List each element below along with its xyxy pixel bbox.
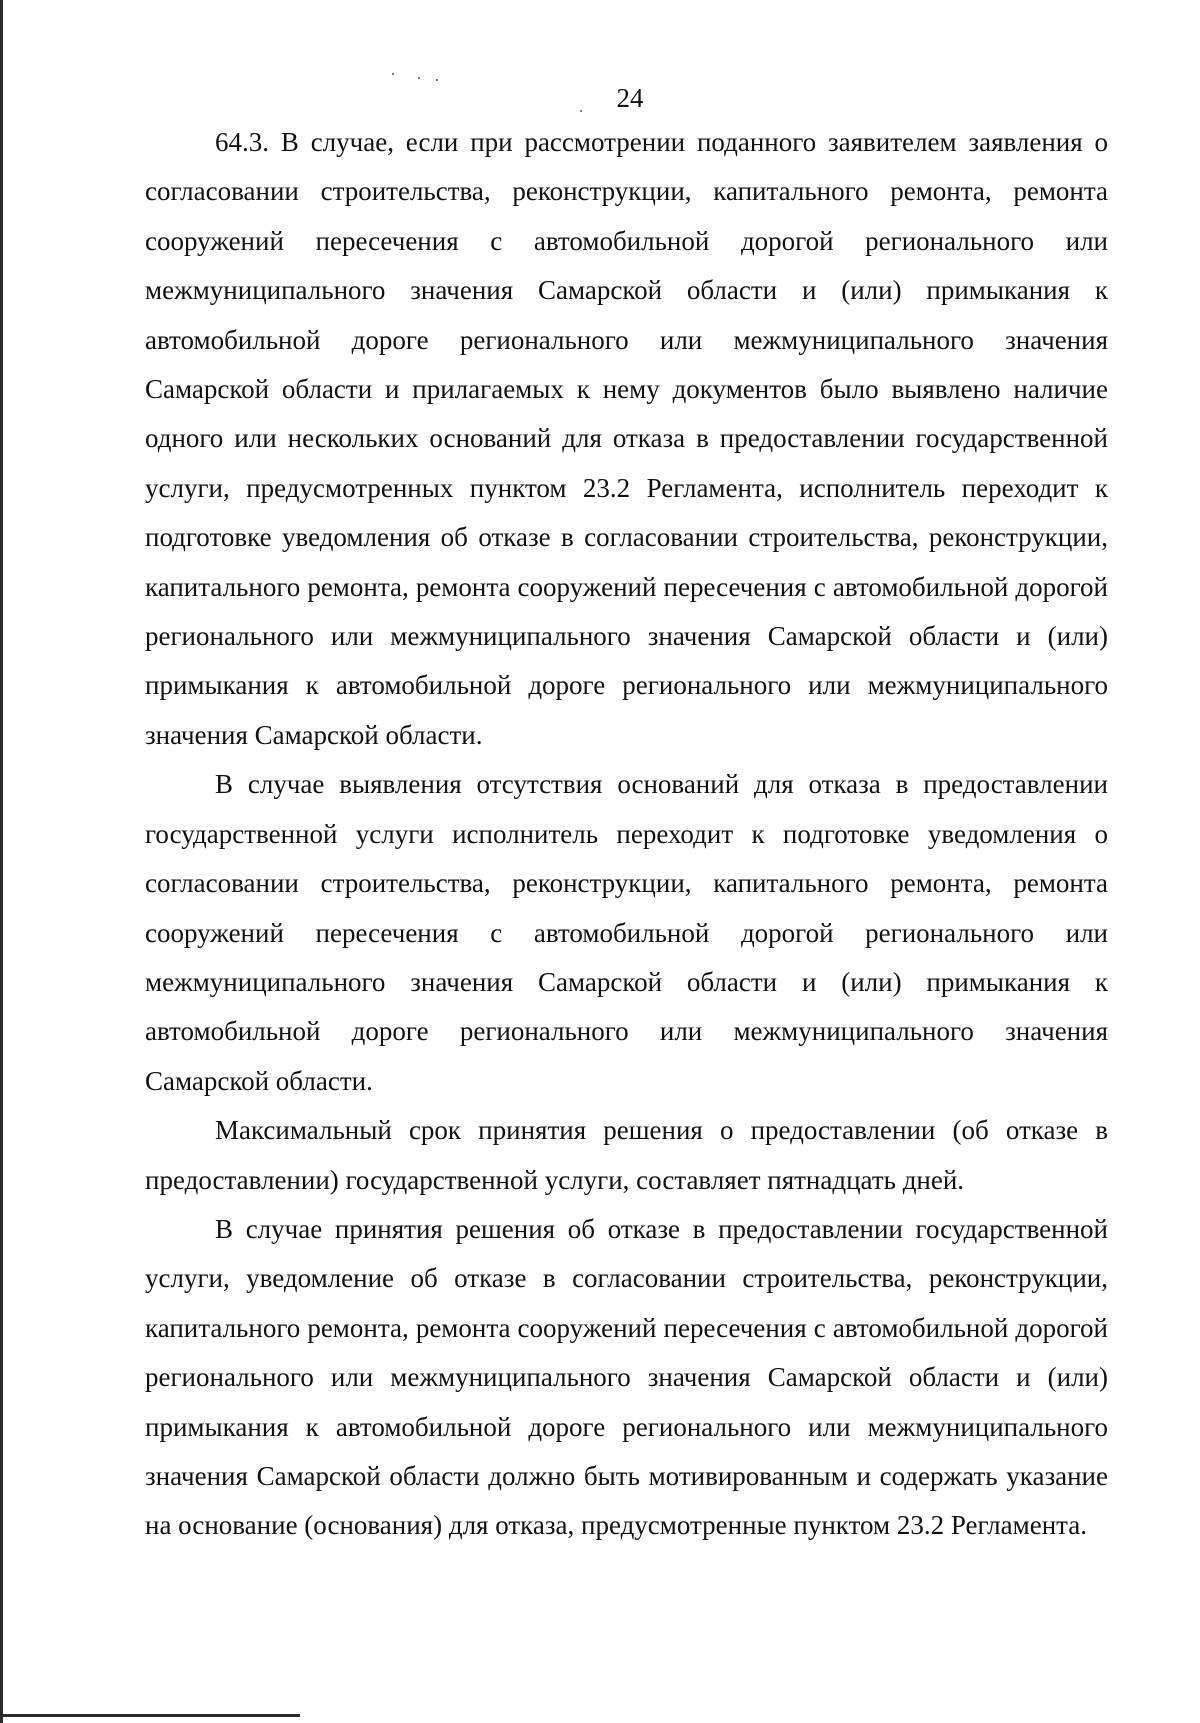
scan-speck [418, 77, 420, 79]
scan-border-bottom [0, 1714, 300, 1717]
paragraph-no-grounds: В случае выявления отсутствия оснований для отказа в предоставлении государственной услуги исполнитель переходит к подготовке уведомления о согласовании строительства, реконструкции, капитального ремонта, ремонта сооружений пересечения с автомобильной дорогой регионального или межмуниципального значения Самарской области и (или) примыкания к автомобильной дороге регионального или межмуниципального значения Самарской области. [145, 769, 1108, 1096]
scan-border-left [0, 0, 3, 1723]
document-body [145, 118, 1108, 1551]
page-number: 24 [616, 83, 644, 113]
scan-speck [392, 73, 394, 75]
scan-speck [436, 79, 438, 81]
paragraph-64-3: 64.3. В случае, если при рассмотрении поданного заявителем заявления о согласовании строительства, реконструкции, капитального ремонта, ремонта сооружений пересечения с автомобильной дорогой регионального или межмуниципального значения Самарской области и (или) примыкания к автомобильной дороге регионального или межмуниципального значения Самарской области и прилагаемых к нему документов было выявлено наличие одного или нескольких оснований для отказа в предоставлении государственной услуги, предусмотренных пунктом 23.2 Регламента, исполнитель переходит к подготовке уведомления об отказе в согласовании строительства, реконструкции, капитального ремонта, ремонта сооружений пересечения с автомобильной дорогой регионального или межмуниципального значения Самарской области и (или) примыкания к автомобильной дороге регионального или межмуниципального значения Самарской области. [145, 127, 1108, 750]
paragraph-max-term: Максимальный срок принятия решения о предоставлении (об отказе в предоставлении) государственной услуги, составляет пятнадцать дней. [145, 1115, 1108, 1195]
paragraph-refusal-notice: В случае принятия решения об отказе в предоставлении государственной услуги, уведомление об отказе в согласовании строительства, реконструкции, капитального ремонта, ремонта сооружений пересечения с автомобильной дорогой регионального или межмуниципального значения Самарской области и (или) примыкания к автомобильной дороге регионального или межмуниципального значения Самарской области должно быть мотивированным и содержать указание на основание (основания) для отказа, предусмотренные пунктом 23.2 Регламента. [145, 1213, 1108, 1541]
